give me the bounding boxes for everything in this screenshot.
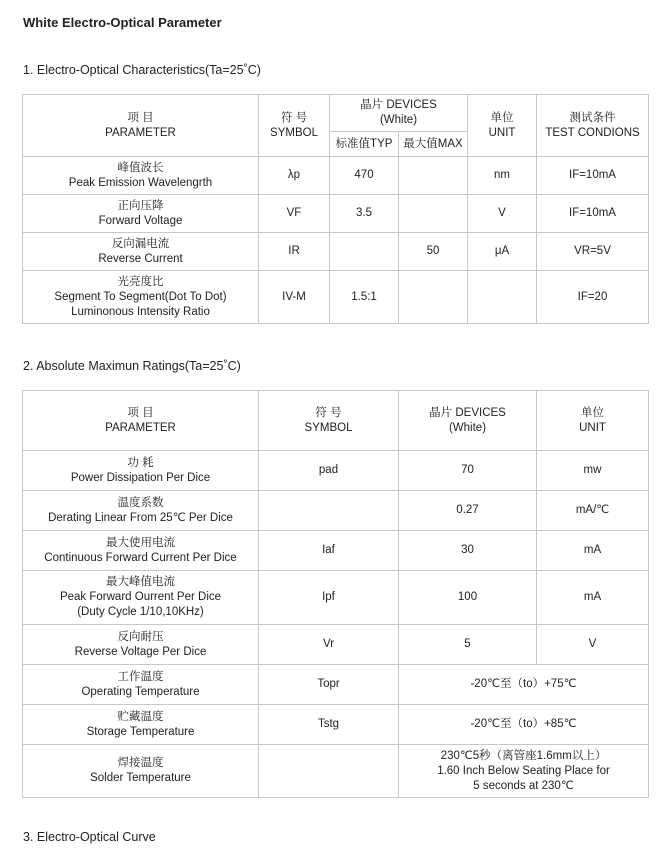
row-symbol: IV-M — [259, 271, 330, 324]
header-typ: 标准值TYP — [330, 132, 399, 157]
row-test: IF=20 — [537, 271, 649, 324]
row-symbol: Topr — [259, 665, 399, 705]
row-value: 0.27 — [399, 491, 537, 531]
row-unit: mA — [537, 571, 649, 625]
row-parameter: 贮藏温度 Storage Temperature — [23, 705, 259, 745]
table-row — [23, 451, 649, 491]
row-parameter: 光亮度比 Segment To Segment(Dot To Dot) Luminonous Intensity Ratio — [23, 271, 259, 324]
row-parameter: 焊接温度 Solder Temperature — [23, 745, 259, 798]
row-parameter: 最大峰值电流 Peak Forward Ourrent Per Dice (Duty Cycle 1/10,10KHz) — [23, 571, 259, 625]
row-value: 30 — [399, 531, 537, 571]
row-parameter: 反向耐压 Reverse Voltage Per Dice — [23, 625, 259, 665]
header-parameter: 项 目 PARAMETER — [23, 391, 259, 451]
row-parameter: 温度系数 Derating Linear From 25℃ Per Dice — [23, 491, 259, 531]
row-symbol: Iaf — [259, 531, 399, 571]
row-unit: V — [468, 195, 537, 233]
table-row — [23, 491, 649, 531]
row-parameter: 正向压降 Forward Voltage — [23, 195, 259, 233]
table-row — [23, 571, 649, 625]
row-typ: 470 — [330, 157, 399, 195]
row-parameter: 工作温度 Operating Temperature — [23, 665, 259, 705]
header-symbol: 符 号 SYMBOL — [259, 95, 330, 157]
row-parameter: 峰值波长 Peak Emission Wavelengrth — [23, 157, 259, 195]
row-unit: mA — [537, 531, 649, 571]
header-devices: 晶片 DEVICES (White) — [399, 391, 537, 451]
row-typ — [330, 233, 399, 271]
table-row — [23, 157, 649, 195]
row-symbol: Vr — [259, 625, 399, 665]
row-parameter: 功 耗 Power Dissipation Per Dice — [23, 451, 259, 491]
table-row — [23, 665, 649, 705]
header-unit: 单位 UNIT — [468, 95, 537, 157]
row-symbol: pad — [259, 451, 399, 491]
row-value: 100 — [399, 571, 537, 625]
section3-heading: 3. Electro-Optical Curve — [23, 830, 156, 844]
section2-heading: 2. Absolute Maximun Ratings(Ta=25˚C) — [23, 359, 241, 373]
row-typ: 3.5 — [330, 195, 399, 233]
row-unit — [468, 271, 537, 324]
page-title: White Electro-Optical Parameter — [23, 15, 222, 30]
table-row — [23, 531, 649, 571]
header-symbol: 符 号 SYMBOL — [259, 391, 399, 451]
row-unit: V — [537, 625, 649, 665]
row-parameter: 反向漏电流 Reverse Current — [23, 233, 259, 271]
header-test-conditions: 测试条件 TEST CONDIONS — [537, 95, 649, 157]
row-test: VR=5V — [537, 233, 649, 271]
row-symbol: VF — [259, 195, 330, 233]
row-max — [399, 195, 468, 233]
row-test: IF=10mA — [537, 157, 649, 195]
absolute-maximum-table — [22, 390, 649, 798]
row-value: -20℃至（to）+75℃ — [399, 665, 649, 705]
row-unit: μA — [468, 233, 537, 271]
table-row — [23, 233, 649, 271]
row-max — [399, 157, 468, 195]
header-parameter: 项 目 PARAMETER — [23, 95, 259, 157]
header-max: 最大值MAX — [399, 132, 468, 157]
row-max: 50 — [399, 233, 468, 271]
row-symbol — [259, 491, 399, 531]
row-typ: 1.5:1 — [330, 271, 399, 324]
table-row — [23, 271, 649, 324]
table-row — [23, 745, 649, 798]
row-parameter: 最大使用电流 Continuous Forward Current Per Dice — [23, 531, 259, 571]
row-value: -20℃至（to）+85℃ — [399, 705, 649, 745]
row-value: 230℃5秒（离管座1.6mm以上） 1.60 Inch Below Seating Place for 5 seconds at 230℃ — [399, 745, 649, 798]
row-value: 5 — [399, 625, 537, 665]
row-max — [399, 271, 468, 324]
row-unit: mw — [537, 451, 649, 491]
table-row — [23, 625, 649, 665]
row-unit: nm — [468, 157, 537, 195]
electro-optical-table — [22, 94, 649, 324]
header-unit: 单位 UNIT — [537, 391, 649, 451]
row-unit: mA/℃ — [537, 491, 649, 531]
row-symbol: Tstg — [259, 705, 399, 745]
table-row — [23, 195, 649, 233]
row-test: IF=10mA — [537, 195, 649, 233]
row-symbol: IR — [259, 233, 330, 271]
row-symbol — [259, 745, 399, 798]
row-value: 70 — [399, 451, 537, 491]
section1-heading: 1. Electro-Optical Characteristics(Ta=25˚C) — [23, 63, 261, 77]
row-symbol: λp — [259, 157, 330, 195]
table-row — [23, 705, 649, 745]
row-symbol: Ipf — [259, 571, 399, 625]
header-devices: 晶片 DEVICES (White) — [330, 95, 468, 132]
